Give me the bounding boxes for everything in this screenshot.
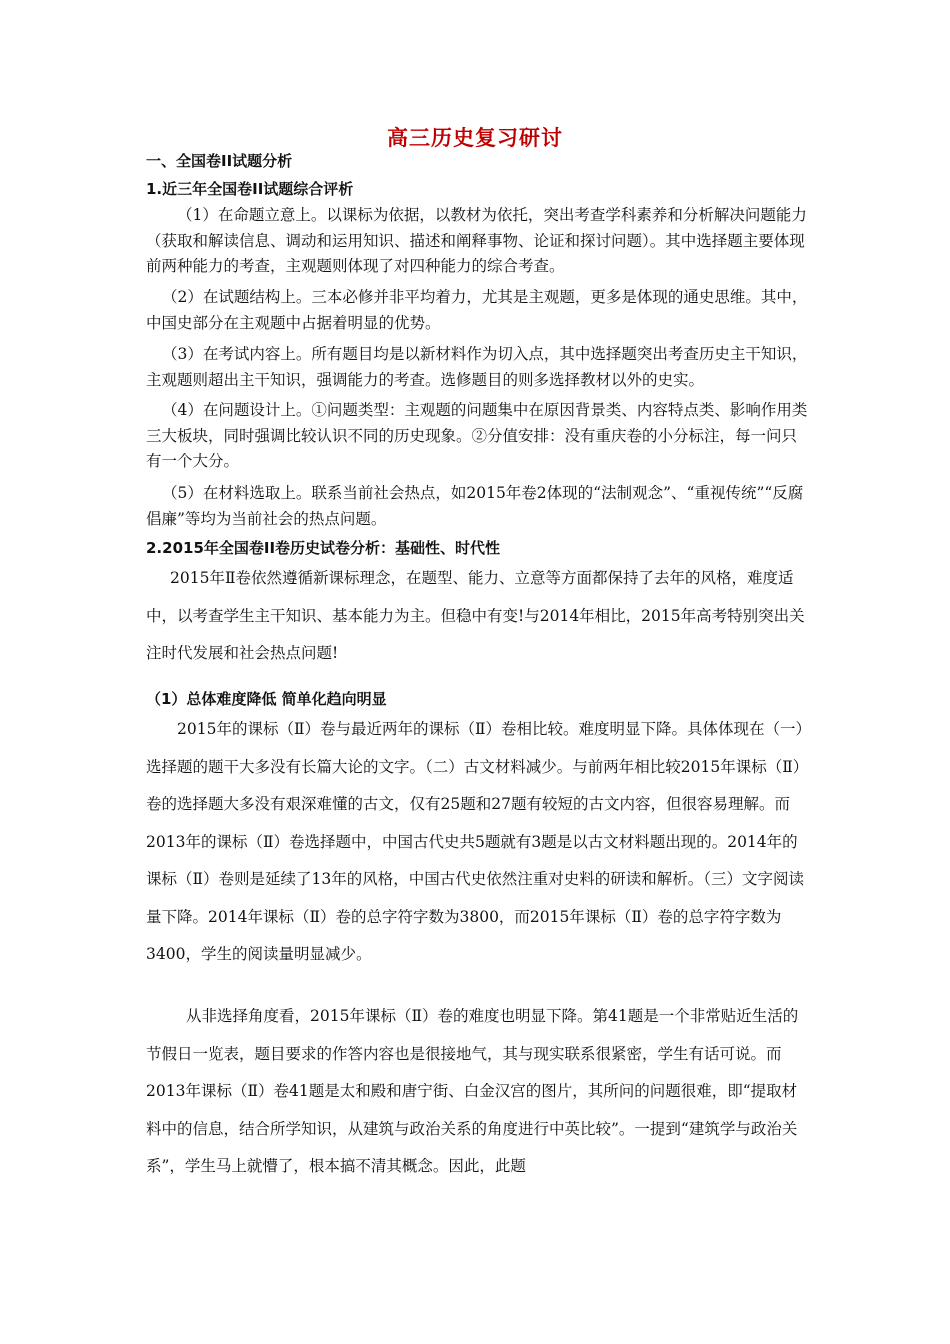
section-heading-2: 1.近三年全国卷II试题综合评析 [146, 180, 354, 198]
paragraph-2: （2）在试题结构上。三本必修并非平均着力，尤其是主观题，更多是体现的通史思维。其中，中国史部分在主观题中占据着明显的优势。 [146, 288, 808, 332]
section-heading-1: 一、全国卷II试题分析 [146, 152, 293, 170]
paragraph-7: 2015年的课标（Ⅱ）卷与最近两年的课标（Ⅱ）卷相比较。难度明显下降。具体体现在（一）选择题的题干大多没有长篇大论的文字。（二）古文材料减少。与前两年相比较2015年课标（Ⅱ）卷的选择题大多没有艰深难懂的古文，仅有25题和27题有较短的古文内容，但很容易理解。而2013年的课标（Ⅱ）卷选择题中，中国古代史共5题就有3题是以古文材料题出现的。2014年的课标（Ⅱ）卷则是延续了13年的风格，中国古代史依然注重对史料的研读和解析。（三）文字阅读量下降。2014年课标（Ⅱ）卷的总字符字数为3800，而2015年课标（Ⅱ）卷的总字符字数为3400，学生的阅读量明显减少。 [146, 720, 805, 963]
paragraph-3: （3）在考试内容上。所有题目均是以新材料作为切入点，其中选择题突出考查历史主干知识，主观题则超出主干知识，强调能力的考查。选修题目的则多选择教材以外的史实。 [146, 345, 808, 389]
paragraph-1: （1）在命题立意上。以课标为依据，以教材为依托，突出考查学科素养和分析解决问题能力（获取和解读信息、调动和运用知识、描述和阐释事物、论证和探讨问题）。其中选择题主要体现前两种能力的考查，主观题则体现了对四种能力的综合考查。 [146, 206, 807, 275]
paragraph-4: （4）在问题设计上。①问题类型：主观题的问题集中在原因背景类、内容特点类、影响作用类三大板块，同时强调比较认识不同的历史现象。②分值安排：没有重庆卷的小分标注，每一问只有一个大分。 [146, 401, 808, 470]
paragraph-5: （5）在材料选取上。联系当前社会热点，如2015年卷2体现的“法制观念”、“重视传统”“反腐倡廉”等均为当前社会的热点问题。 [146, 484, 804, 528]
document-title: 高三历史复习研讨 [387, 126, 563, 150]
paragraph-8: 从非选择角度看，2015年课标（Ⅱ）卷的难度也明显下降。第41题是一个非常贴近生活的节假日一览表，题目要求的作答内容也是很接地气，其与现实联系很紧密，学生有话可说。而2013年课标（Ⅱ）卷41题是太和殿和唐宁街、白金汉宫的图片，其所问的问题很难，即“提取材料中的信息，结合所学知识，从建筑与政治关系的角度进行中英比较”。一提到“建筑学与政治关系”，学生马上就懵了，根本搞不清其概念。因此，此题 [146, 1007, 799, 1175]
paragraph-6: 2015年Ⅱ卷依然遵循新课标理念，在题型、能力、立意等方面都保持了去年的风格，难度适中，以考查学生主干知识、基本能力为主。但稳中有变!与2014年相比，2015年高考特别突出关注时代发展和社会热点问题! [146, 569, 805, 662]
section-heading-4: （1）总体难度降低 简单化趋向明显 [146, 690, 387, 708]
section-heading-3: 2.2015年全国卷II卷历史试卷分析：基础性、时代性 [146, 539, 501, 557]
